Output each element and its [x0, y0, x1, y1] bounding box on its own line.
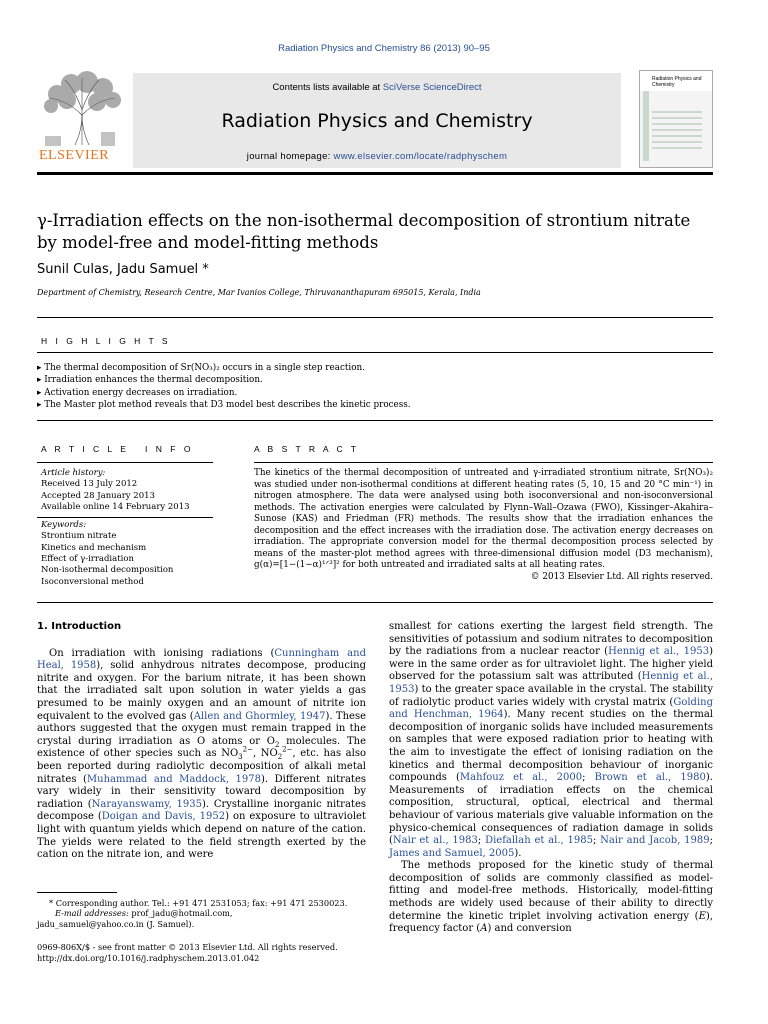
- homepage-link[interactable]: www.elsevier.com/locate/radphyschem: [333, 151, 508, 162]
- article-info: [41, 468, 213, 588]
- email-link[interactable]: prof_jadu@hotmail.com,: [131, 908, 233, 919]
- issn-line: 0969-806X/$ - see front matter © 2013 Elsevier Ltd. All rights reserved.: [37, 942, 338, 952]
- section-heading: 1. Introduction: [37, 621, 122, 632]
- keywords-label: Keywords:: [41, 520, 87, 531]
- divider: [37, 602, 713, 603]
- highlight-item: ▸ The Master plot method reveals that D3 model best describes the kinetic process.: [37, 399, 411, 410]
- citation-link[interactable]: James and Samuel, 2005: [389, 847, 515, 859]
- citation-link[interactable]: Hennig et al., 1953: [389, 671, 713, 695]
- keyword: Isoconversional method: [41, 576, 144, 587]
- online-date: Available online 14 February 2013: [41, 501, 190, 512]
- footnotes: [37, 898, 366, 929]
- divider: [37, 462, 213, 463]
- highlights-list: [37, 362, 713, 411]
- paragraph: smallest for cations exerting the largest field strength. The sensitivities of potassium and sodium nitrates to decomposition by the radiations from a nuclear reactor (Hennig et al., 1953) were in the same order as for ultraviolet light. The higher yield observed for the potassium salt was attributed (Hennig et al., 1953) to the greater space available in the crystal. The stability of radiolytic product varies widely with crystal matrix (Golding and Henchman, 1964). Many recent studies on the thermal decomposition of inorganic solids have included measurements on samples that were exposed radiation prior to heating with the aim to investigate the effect of ionising radiation on the kinetics and thermal decomposition behaviour of inorganic compounds (Mahfouz et al., 2000; Brown et al., 1980). Measurements of irradiation effects on the chemical composition, structural, optical, electrical and thermal behaviour of various materials give valuable information on the physico-chemical consequences of radiation damage in solids (Nair et al., 1983; Diefallah et al., 1985; Nair and Jacob, 1989; James and Samuel, 2005).: [389, 621, 714, 859]
- body-column-left: [37, 621, 366, 862]
- article-title: γ-Irradiation effects on the non-isothermal decomposition of strontium nitrate by model-free and model-fitting methods: [37, 211, 691, 252]
- citation-link[interactable]: Nair and Jacob, 1989: [600, 835, 710, 847]
- keyword: Non-isothermal decomposition: [41, 565, 174, 576]
- affiliation: Department of Chemistry, Research Centre, Mar Ivanios College, Thiruvananthapuram 695015, Kerala, India: [37, 288, 481, 297]
- history-label: Article history:: [41, 468, 106, 478]
- email-link[interactable]: jadu_samuel@yahoo.co.in (J. Samuel).: [37, 918, 195, 929]
- journal-banner: [133, 73, 621, 168]
- issn-block: [37, 942, 437, 964]
- highlight-item: ▸ Irradiation enhances the thermal decomposition.: [37, 375, 263, 386]
- doi-link[interactable]: http://dx.doi.org/10.1016/j.radphyschem.2013.01.042: [37, 953, 260, 963]
- paragraph: On irradiation with ionising radiations (Cunningham and Heal, 1958), solid anhydrous nitrates decompose, producing nitrite and oxygen. For the barium nitrate, it has been shown that the irradiated salt upon solution in water yields a gas presumed to be mainly oxygen and an amount of nitrite ion equivalent to the evolved gas (Allen and Ghormley, 1947). These authors suggested that the oxygen must remain trapped in the crystal during irradiation as O atoms or $O_2$ molecules. The existence of other species such as $NO_3^{2-}$, $NO_2^{2-}$, etc. has also been reported during radiolytic decomposition of alkali metal nitrates (Muhammad and Maddock, 1978). Different nitrates vary widely in their sensitivity toward decomposition by radiation (Narayanswamy, 1935). Crystalline inorganic nitrates decompose (Doigan and Davis, 1952) on exposure to ultraviolet light with quantum yields which depend on nature of the cation. The yields were related to the field strength exerted by the cation on the nitrate ion, and were: [37, 647, 367, 861]
- received-date: Received 13 July 2012: [41, 479, 138, 490]
- citation-link[interactable]: Doigan and Davis, 1952: [101, 811, 226, 823]
- divider: [254, 462, 713, 463]
- elsevier-tree-logo: [37, 70, 127, 170]
- homepage-line: [133, 151, 621, 162]
- citation-link[interactable]: Diefallah et al., 1985: [485, 835, 593, 847]
- citation-link[interactable]: Muhammad and Maddock, 1978: [86, 773, 261, 785]
- divider: [37, 420, 713, 421]
- contents-line: [133, 82, 621, 93]
- journal-cover-thumbnail: [639, 70, 713, 168]
- abstract-text: The kinetics of the thermal decomposition of untreated and γ-irradiated strontium nitrate, Sr(NO₃)₂ was studied under non-isothermal conditions at different heating rates (5, 10, 15 and 20 °C min⁻¹) in nitrogen atmosphere. The data were analysed using both isoconversional and non-isoconversional methods. The activation energies were calculated by Flynn–Wall–Ozawa (FWO), Kissinger–Akahira–Sunose (KAS) and Friedman (FR) methods. The results show that the irradiation enhances the decomposition and the effect increases with the irradiation dose. The activation energy decreases on irradiation. The appropriate conversion model for the thermal decomposition process selected by means of the master-plot method agrees with three-dimensional diffusion model (D3 mechanism), g(α)=[1−(1−α)¹ᐟ³]² for both untreated and irradiated salts at all heating rates.: [254, 468, 713, 570]
- divider: [37, 317, 713, 318]
- highlight-item: ▸ The thermal decomposition of Sr(NO₃)₂ occurs in a single step reaction.: [37, 363, 365, 373]
- body-column-right: [389, 621, 713, 936]
- citation-link[interactable]: Golding and Henchman, 1964: [389, 696, 713, 721]
- highlights-label: H I G H L I G H T S: [41, 336, 171, 346]
- authors: Sunil Culas, Jadu Samuel *: [37, 262, 209, 277]
- citation-link[interactable]: Allen and Ghormley, 1947: [193, 710, 326, 722]
- masthead-divider: [37, 172, 713, 175]
- footnote-divider: [37, 892, 117, 893]
- keyword: Strontium nitrate: [41, 531, 117, 542]
- corresponding-author: * Corresponding author. Tel.: +91 471 2531053; fax: +91 471 2530023.: [49, 898, 348, 908]
- accepted-date: Accepted 28 January 2013: [41, 490, 155, 501]
- citation-link[interactable]: Nair et al., 1983: [392, 835, 478, 847]
- masthead: [37, 70, 713, 170]
- journal-reference[interactable]: Radiation Physics and Chemistry 86 (2013) 90–95: [278, 43, 490, 54]
- highlight-item: ▸ Activation energy decreases on irradiation.: [37, 387, 238, 398]
- citation-link[interactable]: Cunningham and Heal, 1958: [37, 647, 366, 672]
- cover-title: Radiation Physics and Chemistry: [652, 76, 702, 88]
- journal-title: Radiation Physics and Chemistry: [221, 110, 533, 132]
- citation-link[interactable]: Narayanswamy, 1935: [91, 798, 202, 810]
- paragraph: The methods proposed for the kinetic study of thermal decomposition of solids are commonly classified as model-fitting and model-free methods. Historically, model-fitting methods are widely used because of their ability to directly determine the kinetic triplet involving activation energy (E), frequency factor (A) and conversion: [389, 860, 713, 935]
- citation-link[interactable]: Brown et al., 1980: [594, 772, 706, 784]
- abstract-label: A B S T R A C T: [254, 444, 360, 454]
- citation-link[interactable]: Hennig et al., 1953: [608, 646, 710, 658]
- citation-link[interactable]: Mahfouz et al., 2000: [459, 772, 583, 784]
- sciencedirect-link[interactable]: SciVerse ScienceDirect: [382, 82, 482, 93]
- keyword: Kinetics and mechanism: [41, 542, 147, 553]
- article-info-label: A R T I C L E I N F O: [41, 444, 194, 454]
- abstract: [254, 468, 713, 583]
- contents-prefix: Contents lists available at: [272, 82, 383, 93]
- divider: [37, 352, 713, 353]
- email-label: E-mail addresses:: [55, 908, 129, 919]
- homepage-prefix: journal homepage:: [246, 151, 334, 162]
- keyword: Effect of γ-irradiation: [41, 554, 134, 565]
- copyright: © 2013 Elsevier Ltd. All rights reserved.: [530, 571, 713, 582]
- elsevier-wordmark: ELSEVIER: [39, 148, 110, 163]
